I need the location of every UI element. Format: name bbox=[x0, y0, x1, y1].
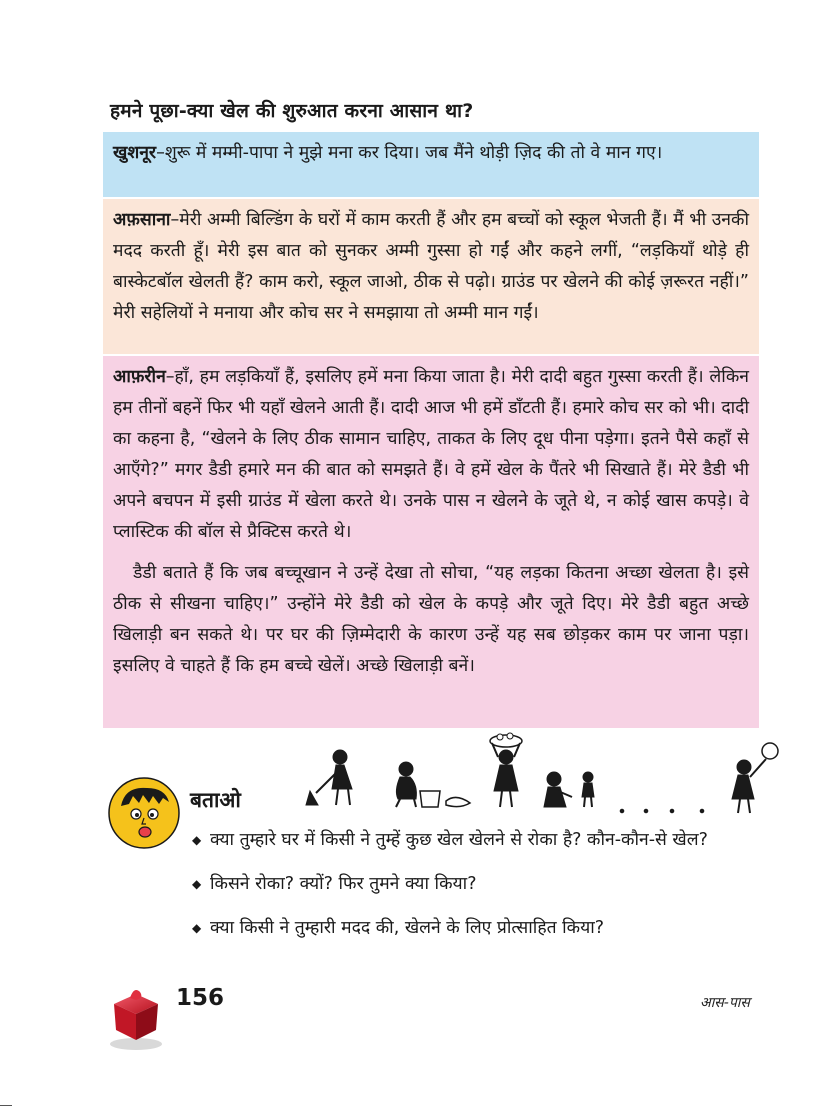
speaker-name: आफ़रीन bbox=[113, 367, 166, 387]
bullet-icon: ◆ bbox=[192, 877, 202, 891]
answer-text: –मेरी अम्मी बिल्डिंग के घरों में काम करती हैं और हम बच्चों को स्कूल भेजती हैं। मैं भी उनकी मदद करती हूँ। मेरी इस बात को सुनकर अम्मी गुस्सा हो गईं और कहने लगीं, “लड़कियाँ थोड़े ही बास्केटबॉल खेलती हैं? काम करो, स्कूल जाओ, ठीक से पढ़ो। ग्राउंड पर खेलने की कोई ज़रूरत नहीं।” मेरी सहेलियों ने मनाया और कोच सर ने समझाया तो अम्मी मान गईं। bbox=[113, 210, 749, 323]
speaker-name: अफ़साना bbox=[113, 210, 171, 230]
answer-afreen bbox=[103, 356, 759, 728]
boy-face-icon bbox=[107, 776, 181, 850]
question-item: ◆ क्या तुम्हारे घर में किसी ने तुम्हें कुछ खेल खेलने से रोका है? कौन-कौन-से खेल? bbox=[192, 826, 752, 854]
book-title: आस-पास bbox=[700, 995, 750, 1011]
page-heading: हमने पूछा-क्या खेल की शुरुआत करना आसान था? bbox=[110, 100, 474, 122]
question-item: ◆ किसने रोका? क्यों? फिर तुमने क्या किया? bbox=[192, 870, 752, 898]
crop-mark bbox=[0, 1105, 12, 1106]
question-list bbox=[192, 826, 752, 958]
answer-afsana bbox=[103, 199, 759, 354]
speaker-name: खुशनूर bbox=[113, 143, 157, 163]
bullet-icon: ◆ bbox=[192, 921, 202, 935]
red-cube-icon bbox=[100, 982, 170, 1052]
answer-text: –हाँ, हम लड़कियाँ हैं, इसलिए हमें मना किया जाता है। मेरी दादी बहुत गुस्सा करती हैं। लेकिन हम तीनों बहनें फिर भी यहाँ खेलने आती हैं। दादी आज भी हमें डाँटती हैं। हमारे कोच सर को भी। दादी का कहना है, “खेलने के लिए ठीक सामान चाहिए, ताकत के लिए दूध पीना पड़ेगा। इतने पैसे कहाँ से आएँगे?” मगर डैडी हमारे मन की बात को समझते हैं। वे हमें खेल के पैंतरे भी सिखाते हैं। मेरे डैडी भी अपने बचपन में इसी ग्राउंड में खेला करते थे। उनके पास न खेलने के जूते थे, न कोई खास कपड़े। वे प्लास्टिक की बॉल से प्रैक्टिस करते थे। bbox=[113, 367, 749, 542]
children-silhouettes-illustration bbox=[296, 727, 792, 831]
answer-khushnoor bbox=[103, 132, 759, 197]
section-label: बताओ bbox=[190, 788, 241, 812]
page-number: 156 bbox=[176, 985, 225, 1011]
bullet-icon: ◆ bbox=[192, 833, 202, 847]
answer-text-continued: डैडी बताते हैं कि जब बच्चूखान ने उन्हें देखा तो सोचा, “यह लड़का कितना अच्छा खेलता है। इसे ठीक से सीखना चाहिए।” उन्होंने मेरे डैडी को खेल के कपड़े और जूते दिए। मेरे डैडी बहुत अच्छे खिलाड़ी बन सकते थे। पर घर की ज़िम्मेदारी के कारण उन्हें यह सब छोड़कर काम पर जाना पड़ा। इसलिए वे चाहते हैं कि हम बच्चे खेलें। अच्छे खिलाड़ी बनें। bbox=[113, 563, 749, 676]
question-item: ◆ क्या किसी ने तुम्हारी मदद की, खेलने के लिए प्रोत्साहित किया? bbox=[192, 914, 752, 942]
answer-text: –शुरू में मम्मी-पापा ने मुझे मना कर दिया। जब मैंने थोड़ी ज़िद की तो वे मान गए। bbox=[156, 143, 663, 163]
